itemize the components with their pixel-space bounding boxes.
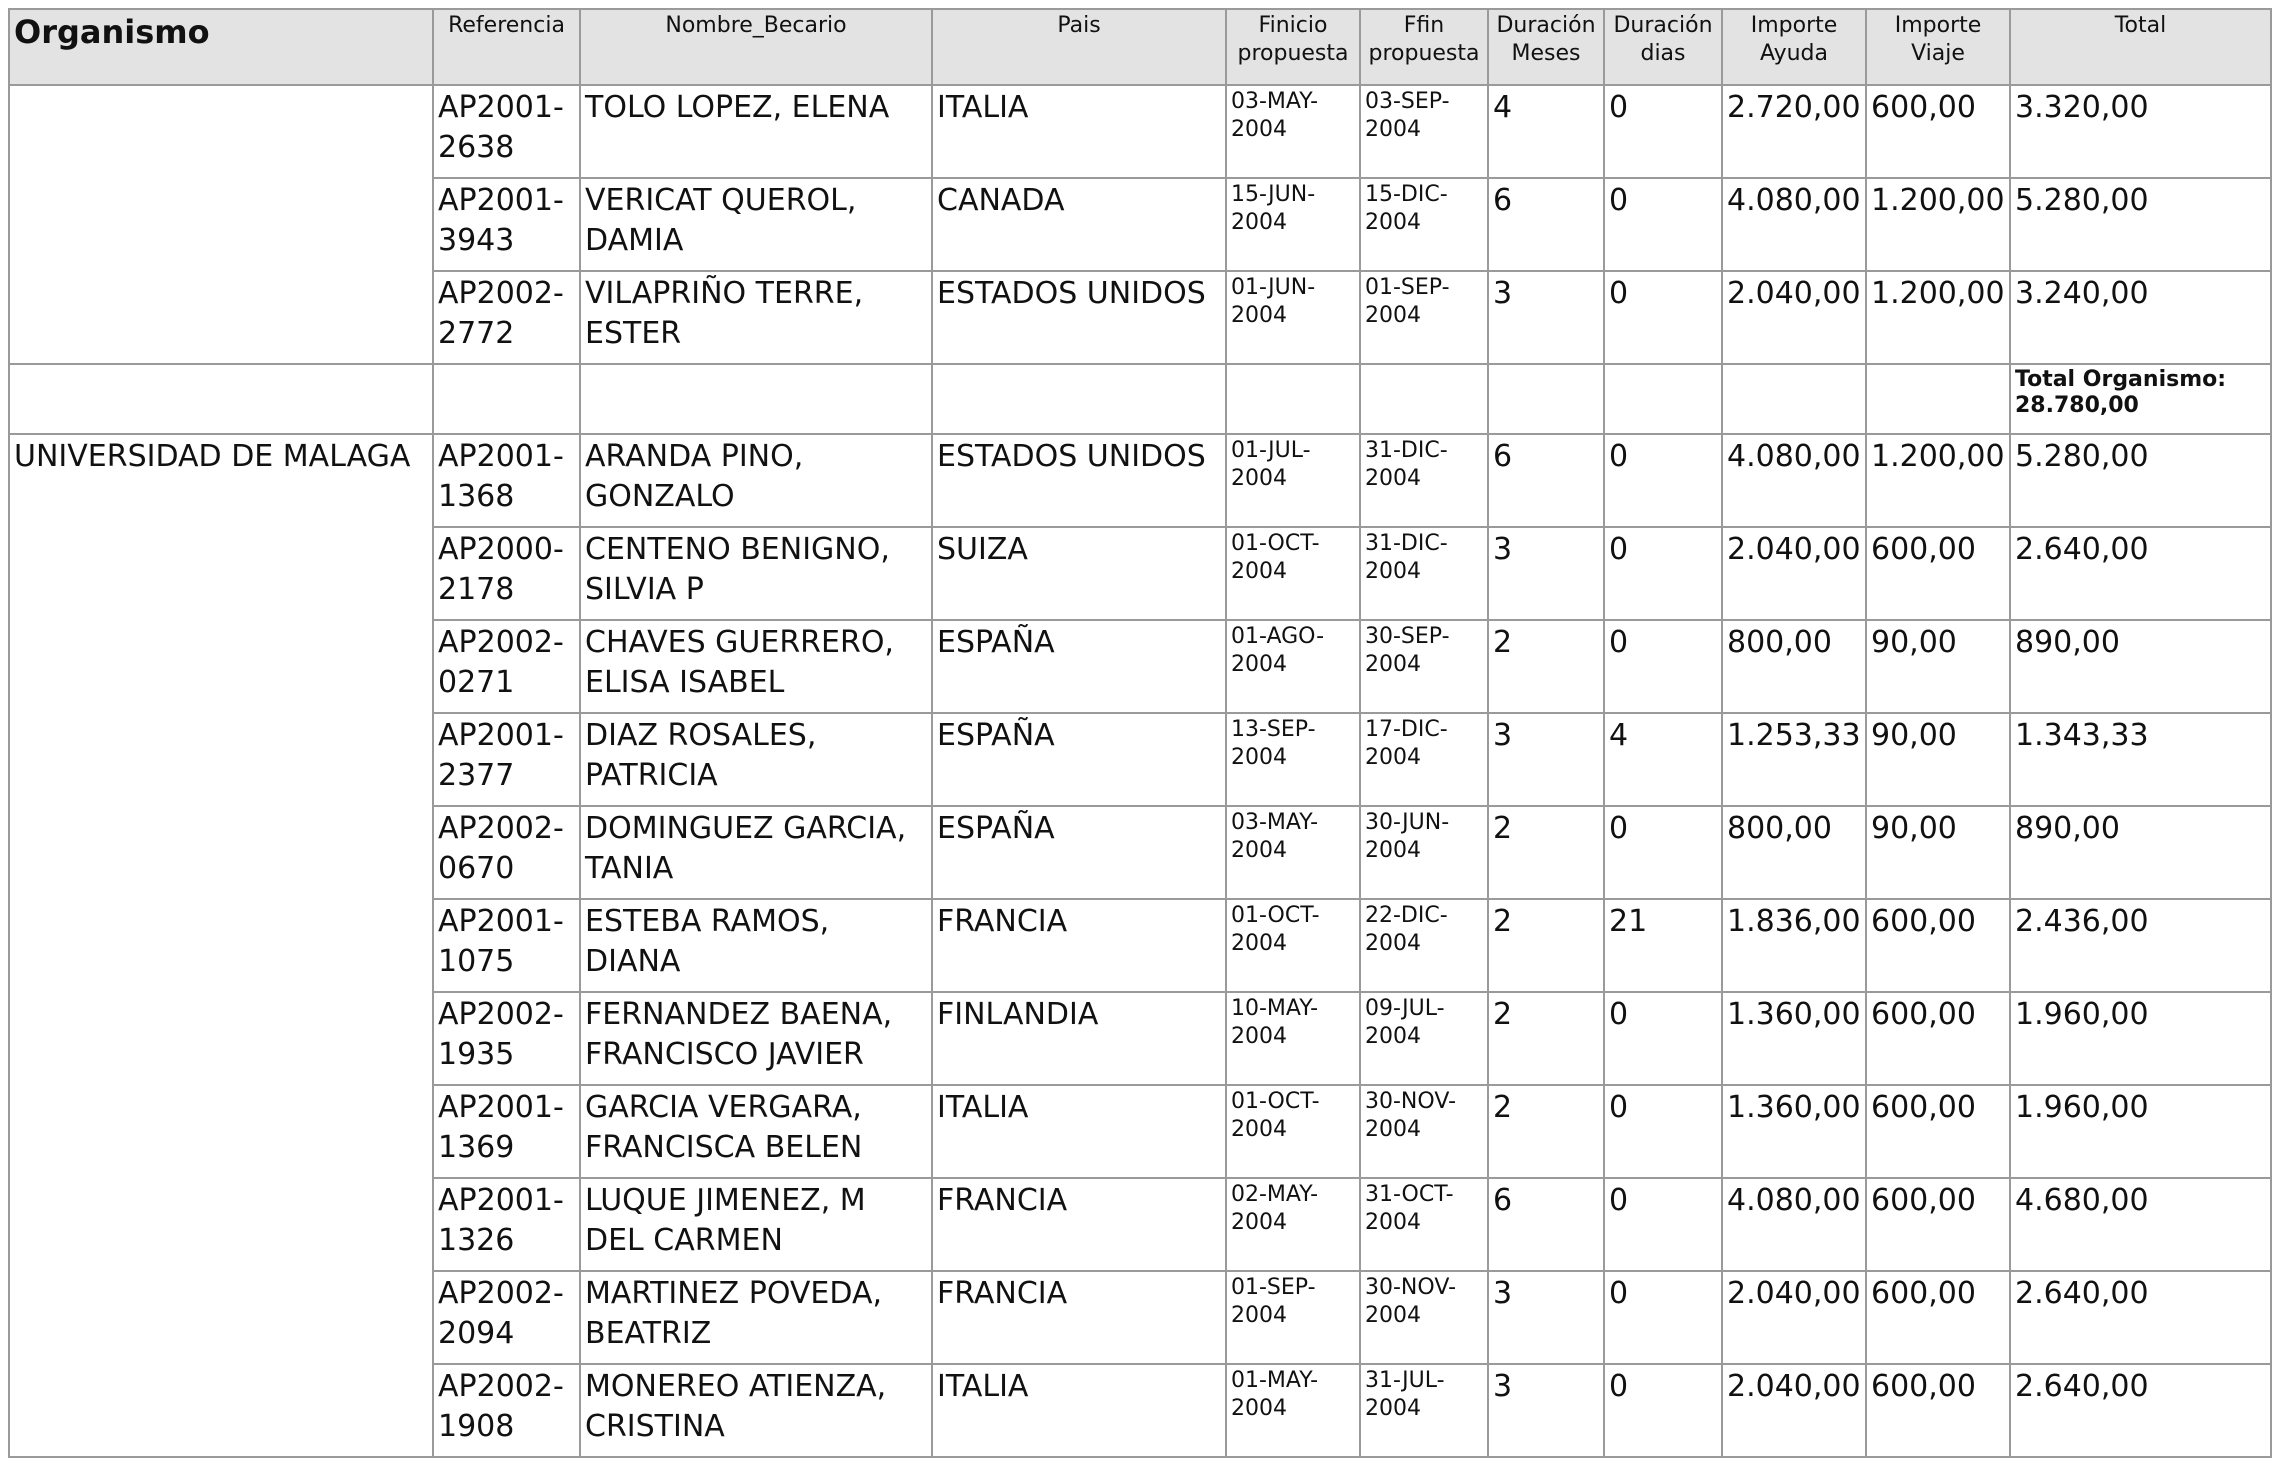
meses-cell: 6 [1488,1178,1604,1271]
referencia-cell: AP2002-2772 [433,271,580,364]
importe-viaje-cell: 1.200,00 [1866,434,2010,527]
pais-cell: CANADA [932,178,1226,271]
nombre-cell: VERICAT QUEROL, DAMIA [580,178,932,271]
ffin-cell: 17-DIC-2004 [1360,713,1488,806]
ffin-cell: 30-JUN-2004 [1360,806,1488,899]
finicio-cell: 10-MAY-2004 [1226,992,1360,1085]
importe-ayuda-cell: 4.080,00 [1722,434,1866,527]
pais-cell: FRANCIA [932,899,1226,992]
importe-ayuda-cell: 4.080,00 [1722,1178,1866,1271]
header-viaje: Importe Viaje [1866,9,2010,85]
importe-ayuda-cell: 2.040,00 [1722,271,1866,364]
importe-viaje-cell: 600,00 [1866,1364,2010,1457]
finicio-cell: 01-SEP-2004 [1226,1271,1360,1364]
total-cell: 2.436,00 [2010,899,2271,992]
pais-cell: FINLANDIA [932,992,1226,1085]
finicio-cell: 03-MAY-2004 [1226,806,1360,899]
ffin-cell: 30-NOV-2004 [1360,1085,1488,1178]
header-meses: Duración Meses [1488,9,1604,85]
importe-viaje-cell: 600,00 [1866,1085,2010,1178]
empty-cell [1360,364,1488,434]
meses-cell: 2 [1488,1085,1604,1178]
total-cell: 1.343,33 [2010,713,2271,806]
total-cell: 3.320,00 [2010,85,2271,178]
referencia-cell: AP2002-2094 [433,1271,580,1364]
ffin-cell: 31-DIC-2004 [1360,434,1488,527]
referencia-cell: AP2000-2178 [433,527,580,620]
header-ffin: Ffin propuesta [1360,9,1488,85]
total-organismo: Total Organismo: 28.780,00 [2010,364,2271,434]
finicio-cell: 01-AGO-2004 [1226,620,1360,713]
table-row [9,85,2271,178]
empty-cell [1488,364,1604,434]
referencia-cell: AP2001-3943 [433,178,580,271]
ffin-cell: 22-DIC-2004 [1360,899,1488,992]
dias-cell: 21 [1604,899,1722,992]
referencia-cell: AP2001-1326 [433,1178,580,1271]
meses-cell: 2 [1488,899,1604,992]
ffin-cell: 31-OCT-2004 [1360,1178,1488,1271]
total-cell: 1.960,00 [2010,1085,2271,1178]
ffin-cell: 30-SEP-2004 [1360,620,1488,713]
organismo-cell [9,85,433,364]
meses-cell: 6 [1488,178,1604,271]
meses-cell: 3 [1488,1271,1604,1364]
nombre-cell: ESTEBA RAMOS, DIANA [580,899,932,992]
finicio-cell: 03-MAY-2004 [1226,85,1360,178]
ffin-cell: 09-JUL-2004 [1360,992,1488,1085]
total-cell: 1.960,00 [2010,992,2271,1085]
finicio-cell: 13-SEP-2004 [1226,713,1360,806]
empty-cell [433,364,580,434]
importe-ayuda-cell: 2.040,00 [1722,1364,1866,1457]
importe-ayuda-cell: 2.040,00 [1722,1271,1866,1364]
pais-cell: ITALIA [932,1364,1226,1457]
pais-cell: ESPAÑA [932,620,1226,713]
finicio-cell: 01-JUL-2004 [1226,434,1360,527]
header-row [9,9,2271,85]
becas-table [8,8,2272,1458]
meses-cell: 3 [1488,1364,1604,1457]
header-nombre: Nombre_Becario [580,9,932,85]
total-cell: 3.240,00 [2010,271,2271,364]
dias-cell: 0 [1604,620,1722,713]
ffin-cell: 31-DIC-2004 [1360,527,1488,620]
pais-cell: ESPAÑA [932,806,1226,899]
importe-viaje-cell: 90,00 [1866,713,2010,806]
referencia-cell: AP2001-1075 [433,899,580,992]
dias-cell: 0 [1604,178,1722,271]
referencia-cell: AP2001-2638 [433,85,580,178]
importe-viaje-cell: 600,00 [1866,1178,2010,1271]
importe-viaje-cell: 90,00 [1866,806,2010,899]
header-referencia: Referencia [433,9,580,85]
empty-cell [1226,364,1360,434]
meses-cell: 2 [1488,992,1604,1085]
ffin-cell: 30-NOV-2004 [1360,1271,1488,1364]
subtotal-row [9,364,2271,434]
pais-cell: SUIZA [932,527,1226,620]
total-cell: 4.680,00 [2010,1178,2271,1271]
total-cell: 2.640,00 [2010,527,2271,620]
referencia-cell: AP2002-0271 [433,620,580,713]
importe-ayuda-cell: 800,00 [1722,620,1866,713]
table-row [9,434,2271,527]
finicio-cell: 01-OCT-2004 [1226,527,1360,620]
referencia-cell: AP2002-1908 [433,1364,580,1457]
header-organismo: Organismo [9,9,433,85]
dias-cell: 0 [1604,1085,1722,1178]
pais-cell: ESTADOS UNIDOS [932,271,1226,364]
total-cell: 5.280,00 [2010,178,2271,271]
pais-cell: FRANCIA [932,1178,1226,1271]
nombre-cell: ARANDA PINO, GONZALO [580,434,932,527]
meses-cell: 6 [1488,434,1604,527]
importe-ayuda-cell: 1.360,00 [1722,1085,1866,1178]
referencia-cell: AP2002-1935 [433,992,580,1085]
pais-cell: ESPAÑA [932,713,1226,806]
nombre-cell: MONEREO ATIENZA, CRISTINA [580,1364,932,1457]
dias-cell: 0 [1604,806,1722,899]
dias-cell: 4 [1604,713,1722,806]
total-cell: 890,00 [2010,620,2271,713]
dias-cell: 0 [1604,992,1722,1085]
empty-cell [1604,364,1722,434]
ffin-cell: 03-SEP-2004 [1360,85,1488,178]
importe-ayuda-cell: 1.253,33 [1722,713,1866,806]
header-finicio: Finicio propuesta [1226,9,1360,85]
ffin-cell: 15-DIC-2004 [1360,178,1488,271]
nombre-cell: VILAPRIÑO TERRE, ESTER [580,271,932,364]
meses-cell: 3 [1488,713,1604,806]
dias-cell: 0 [1604,434,1722,527]
importe-viaje-cell: 600,00 [1866,527,2010,620]
finicio-cell: 15-JUN-2004 [1226,178,1360,271]
dias-cell: 0 [1604,1178,1722,1271]
header-ayuda: Importe Ayuda [1722,9,1866,85]
meses-cell: 3 [1488,271,1604,364]
dias-cell: 0 [1604,1271,1722,1364]
empty-cell [932,364,1226,434]
ffin-cell: 31-JUL-2004 [1360,1364,1488,1457]
importe-ayuda-cell: 1.360,00 [1722,992,1866,1085]
nombre-cell: GARCIA VERGARA, FRANCISCA BELEN [580,1085,932,1178]
nombre-cell: MARTINEZ POVEDA, BEATRIZ [580,1271,932,1364]
header-pais: Pais [932,9,1226,85]
nombre-cell: LUQUE JIMENEZ, M DEL CARMEN [580,1178,932,1271]
importe-viaje-cell: 90,00 [1866,620,2010,713]
importe-ayuda-cell: 800,00 [1722,806,1866,899]
importe-ayuda-cell: 2.720,00 [1722,85,1866,178]
importe-viaje-cell: 1.200,00 [1866,271,2010,364]
importe-viaje-cell: 600,00 [1866,992,2010,1085]
referencia-cell: AP2001-1368 [433,434,580,527]
importe-viaje-cell: 600,00 [1866,899,2010,992]
empty-cell [1866,364,2010,434]
meses-cell: 2 [1488,806,1604,899]
finicio-cell: 02-MAY-2004 [1226,1178,1360,1271]
finicio-cell: 01-MAY-2004 [1226,1364,1360,1457]
dias-cell: 0 [1604,85,1722,178]
header-dias: Duración dias [1604,9,1722,85]
nombre-cell: DOMINGUEZ GARCIA, TANIA [580,806,932,899]
organismo-cell: UNIVERSIDAD DE MALAGA [9,434,433,1457]
importe-viaje-cell: 1.200,00 [1866,178,2010,271]
empty-cell [1722,364,1866,434]
empty-cell [9,364,433,434]
ffin-cell: 01-SEP-2004 [1360,271,1488,364]
meses-cell: 3 [1488,527,1604,620]
meses-cell: 4 [1488,85,1604,178]
importe-ayuda-cell: 4.080,00 [1722,178,1866,271]
dias-cell: 0 [1604,1364,1722,1457]
pais-cell: ITALIA [932,85,1226,178]
finicio-cell: 01-OCT-2004 [1226,1085,1360,1178]
importe-viaje-cell: 600,00 [1866,1271,2010,1364]
empty-cell [580,364,932,434]
pais-cell: ESTADOS UNIDOS [932,434,1226,527]
nombre-cell: TOLO LOPEZ, ELENA [580,85,932,178]
total-cell: 2.640,00 [2010,1271,2271,1364]
total-cell: 5.280,00 [2010,434,2271,527]
nombre-cell: DIAZ ROSALES, PATRICIA [580,713,932,806]
pais-cell: ITALIA [932,1085,1226,1178]
referencia-cell: AP2002-0670 [433,806,580,899]
importe-ayuda-cell: 1.836,00 [1722,899,1866,992]
referencia-cell: AP2001-1369 [433,1085,580,1178]
pais-cell: FRANCIA [932,1271,1226,1364]
finicio-cell: 01-JUN-2004 [1226,271,1360,364]
importe-viaje-cell: 600,00 [1866,85,2010,178]
nombre-cell: CHAVES GUERRERO, ELISA ISABEL [580,620,932,713]
meses-cell: 2 [1488,620,1604,713]
referencia-cell: AP2001-2377 [433,713,580,806]
dias-cell: 0 [1604,271,1722,364]
dias-cell: 0 [1604,527,1722,620]
total-cell: 890,00 [2010,806,2271,899]
finicio-cell: 01-OCT-2004 [1226,899,1360,992]
importe-ayuda-cell: 2.040,00 [1722,527,1866,620]
header-total: Total [2010,9,2271,85]
total-cell: 2.640,00 [2010,1364,2271,1457]
nombre-cell: CENTENO BENIGNO, SILVIA P [580,527,932,620]
nombre-cell: FERNANDEZ BAENA, FRANCISCO JAVIER [580,992,932,1085]
